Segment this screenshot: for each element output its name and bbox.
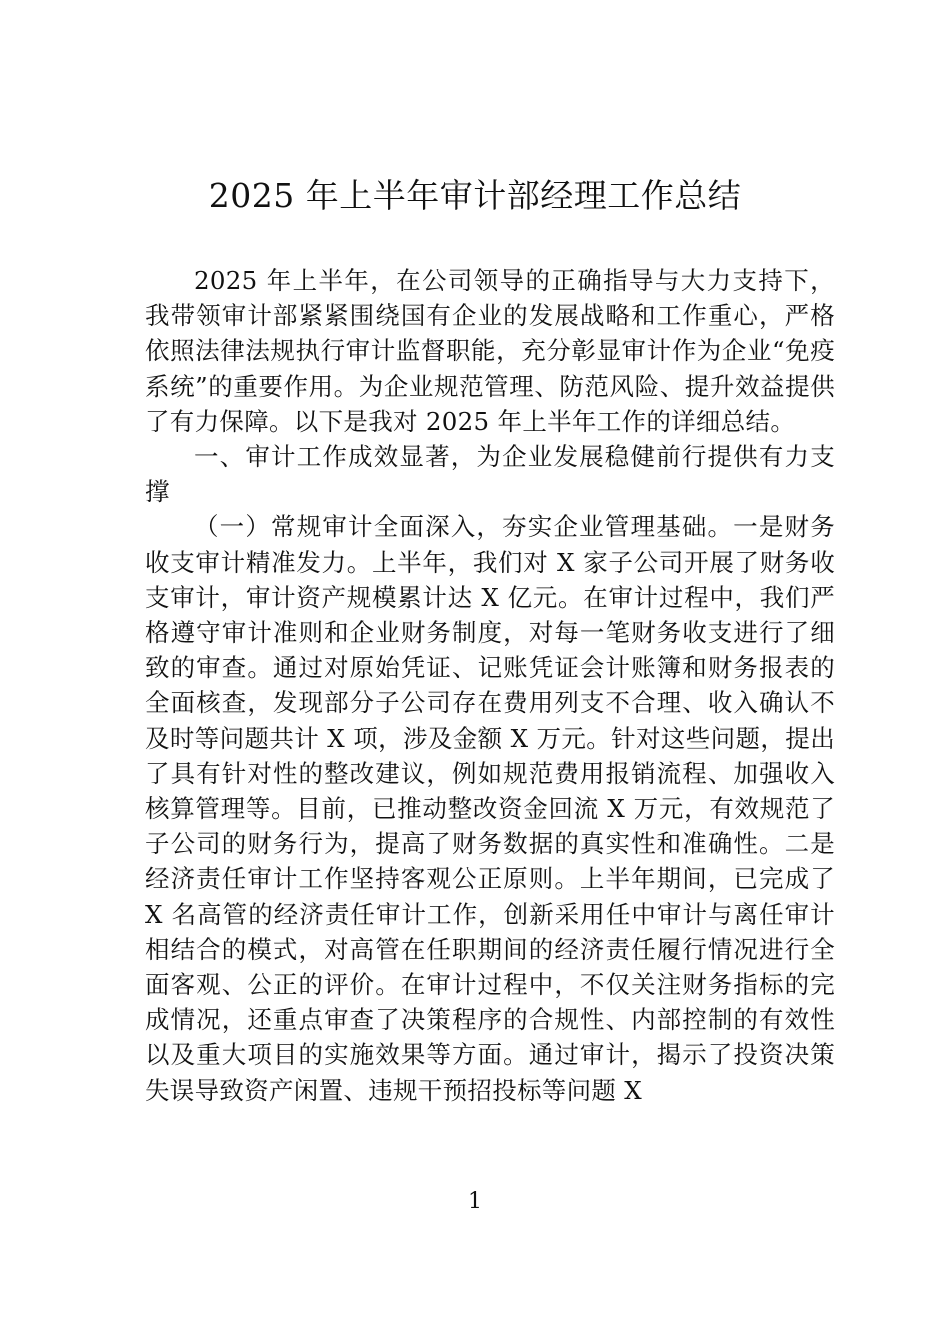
page-number: 1 [468,1189,482,1214]
section-heading-1: 一、审计工作成效显著，为企业发展稳健前行提供有力支撑 [145,442,835,507]
document-title: 2025 年上半年审计部经理工作总结 [208,176,742,215]
intro-paragraph: 2025 年上半年，在公司领导的正确指导与大力支持下，我带领审计部紧紧围绕国有企业的发展战略和工作重心，严格依照法律法规执行审计监督职能，充分彰显审计作为企业“免疫系统”的重要作用。为企业规范管理、防范风险、提升效益提供了有力保障。以下是我对 2025 年上半年工作的详细总结。 [145,266,836,436]
document-body [145,263,835,1108]
subsection-paragraph-1: （一）常规审计全面深入，夯实企业管理基础。一是财务收支审计精准发力。上半年，我们对 X 家子公司开展了财务收支审计，审计资产规模累计达 X 亿元。在审计过程中，我们严格遵守审计准则和企业财务制度，对每一笔财务收支进行了细致的审查。通过对原始凭证、记账凭证会计账簿和财务报表的全面核查，发现部分子公司存在费用列支不合理、收入确认不及时等问题共计 X 项，涉及金额 X 万元。针对这些问题，提出了具有针对性的整改建议，例如规范费用报销流程、加强收入核算管理等。目前，已推动整改资金回流 X 万元，有效规范了子公司的财务行为，提高了财务数据的真实性和准确性。二是经济责任审计工作坚持客观公正原则。上半年期间，已完成了 X 名高管的经济责任审计工作，创新采用任中审计与离任审计相结合的模式，对高管在任职期间的经济责任履行情况进行全面客观、公正的评价。在审计过程中，不仅关注财务指标的完成情况，还重点审查了决策程序的合规性、内部控制的有效性以及重大项目的实施效果等方面。通过审计，揭示了投资决策失误导致资产闲置、违规干预招投标等问题 X [145,512,835,1105]
